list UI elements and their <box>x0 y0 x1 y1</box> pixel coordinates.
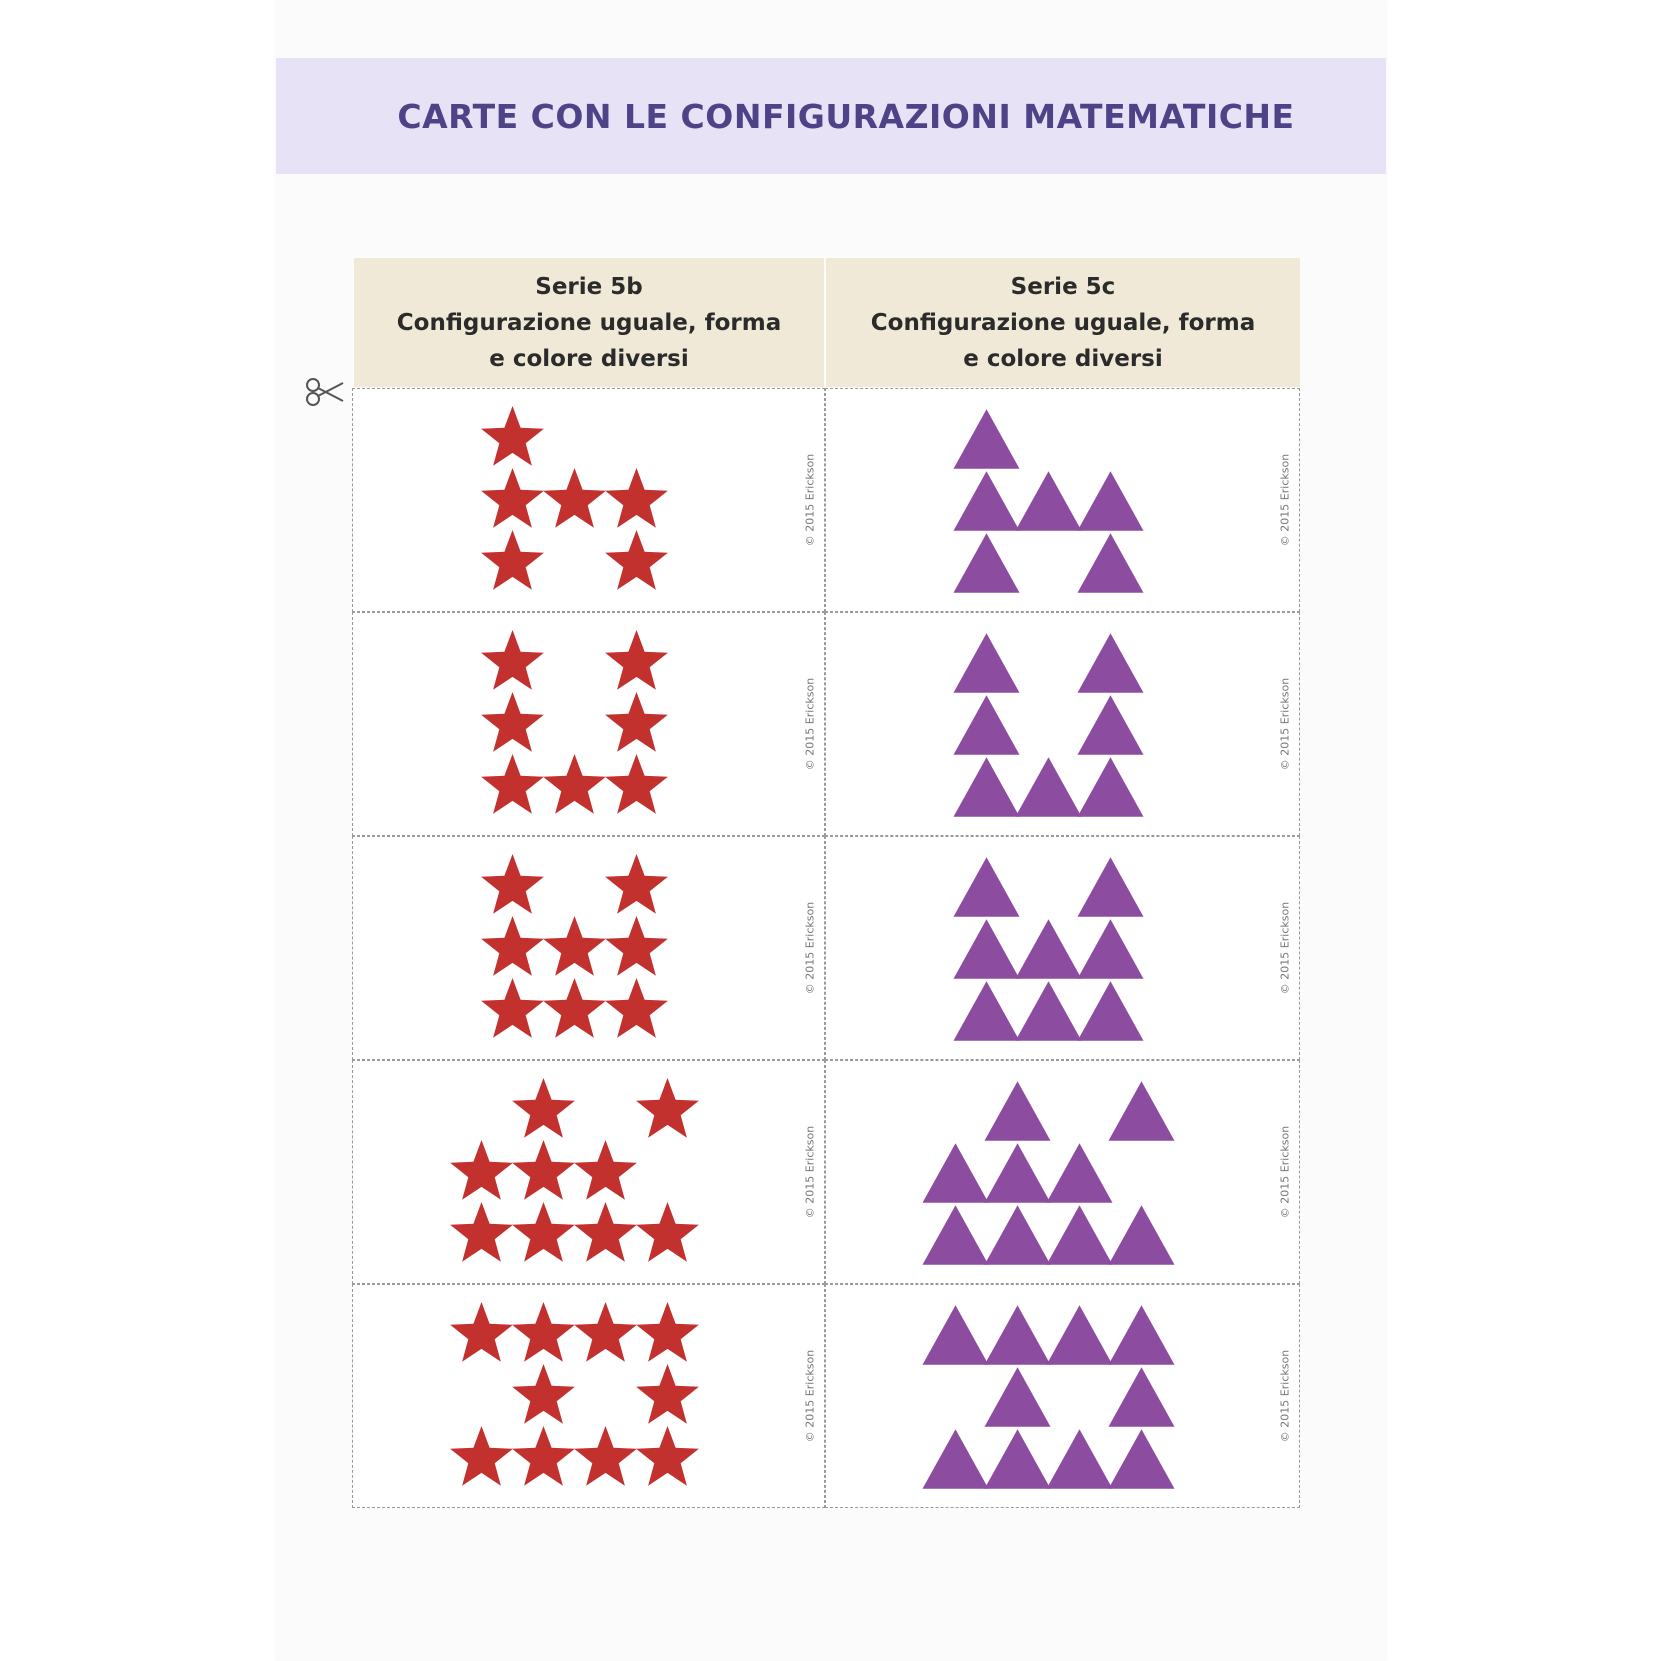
copyright-text: © 2015 Erickson <box>803 453 817 547</box>
triangle-shape <box>1016 471 1082 530</box>
star-shape <box>636 1202 699 1262</box>
triangle-shape <box>985 1081 1051 1140</box>
triangle-shape <box>1016 757 1082 816</box>
triangle-shape <box>954 409 1020 468</box>
triangle-shape <box>1078 471 1144 530</box>
star-shape <box>636 1426 699 1486</box>
copyright-text: © 2015 Erickson <box>803 1349 817 1443</box>
series-label: Serie 5b <box>535 273 643 300</box>
card-figure <box>353 837 826 1061</box>
triangle-shape <box>923 1143 989 1202</box>
scissors-icon <box>305 377 345 407</box>
series-label: Serie 5c <box>1010 273 1116 300</box>
card-star-7 <box>352 612 825 836</box>
star-shape <box>450 1302 513 1362</box>
copyright-text: © 2015 Erickson <box>1278 1349 1292 1443</box>
card-figure <box>826 389 1301 613</box>
card-triangle-10 <box>825 1284 1300 1508</box>
card-figure <box>353 1285 826 1509</box>
card-figure <box>826 837 1301 1061</box>
star-shape <box>481 630 544 690</box>
star-shape <box>605 916 668 976</box>
series-description-line2: e colore diversi <box>963 345 1163 372</box>
copyright-text: © 2015 Erickson <box>1278 1125 1292 1219</box>
star-shape <box>543 468 606 528</box>
triangle-shape <box>923 1305 989 1364</box>
card-figure <box>353 1061 826 1285</box>
triangle-shape <box>1047 1429 1113 1488</box>
triangle-shape <box>1078 695 1144 754</box>
card-triangle-9 <box>825 1060 1300 1284</box>
card-star-10 <box>352 1284 825 1508</box>
card-figure <box>353 389 826 613</box>
column-header-5c <box>826 258 1300 387</box>
star-shape <box>574 1426 637 1486</box>
triangle-shape <box>1109 1081 1175 1140</box>
star-shape <box>481 754 544 814</box>
card-figure <box>826 613 1301 837</box>
star-shape <box>481 978 544 1038</box>
star-shape <box>512 1202 575 1262</box>
star-shape <box>481 692 544 752</box>
card-star-8 <box>352 836 825 1060</box>
triangle-shape <box>1109 1429 1175 1488</box>
star-shape <box>605 978 668 1038</box>
star-shape <box>481 916 544 976</box>
triangle-shape <box>923 1429 989 1488</box>
title-band <box>276 58 1386 174</box>
triangle-shape <box>1109 1367 1175 1426</box>
star-shape <box>574 1202 637 1262</box>
copyright-text: © 2015 Erickson <box>803 901 817 995</box>
copyright-text: © 2015 Erickson <box>1278 453 1292 547</box>
triangle-shape <box>954 857 1020 916</box>
triangle-shape <box>1078 857 1144 916</box>
star-shape <box>605 692 668 752</box>
triangle-shape <box>1047 1143 1113 1202</box>
star-shape <box>605 530 668 590</box>
triangle-shape <box>923 1205 989 1264</box>
star-shape <box>481 468 544 528</box>
star-shape <box>450 1202 513 1262</box>
card-star-9 <box>352 1060 825 1284</box>
series-description-line1: Configurazione uguale, forma <box>870 309 1256 336</box>
star-shape <box>543 916 606 976</box>
triangle-shape <box>1047 1305 1113 1364</box>
card-triangle-6 <box>825 388 1300 612</box>
card-triangle-8 <box>825 836 1300 1060</box>
triangle-shape <box>985 1367 1051 1426</box>
card-figure <box>826 1061 1301 1285</box>
star-shape <box>636 1364 699 1424</box>
star-shape <box>512 1426 575 1486</box>
triangle-shape <box>985 1143 1051 1202</box>
triangle-shape <box>985 1305 1051 1364</box>
triangle-shape <box>1078 633 1144 692</box>
star-shape <box>574 1302 637 1362</box>
triangle-shape <box>1109 1305 1175 1364</box>
triangle-shape <box>1016 919 1082 978</box>
triangle-shape <box>1078 533 1144 592</box>
star-shape <box>605 630 668 690</box>
triangle-shape <box>985 1429 1051 1488</box>
star-shape <box>543 754 606 814</box>
card-star-6 <box>352 388 825 612</box>
card-figure <box>353 613 826 837</box>
copyright-text: © 2015 Erickson <box>803 677 817 771</box>
triangle-shape <box>954 757 1020 816</box>
card-triangle-7 <box>825 612 1300 836</box>
star-shape <box>605 468 668 528</box>
triangle-shape <box>1109 1205 1175 1264</box>
page-title: CARTE CON LE CONFIGURAZIONI MATEMATICHE <box>397 96 1295 136</box>
star-shape <box>481 530 544 590</box>
star-shape <box>450 1140 513 1200</box>
triangle-shape <box>1016 981 1082 1040</box>
copyright-text: © 2015 Erickson <box>1278 901 1292 995</box>
triangle-shape <box>1047 1205 1113 1264</box>
series-description-line1: Configurazione uguale, forma <box>396 309 782 336</box>
triangle-shape <box>1078 981 1144 1040</box>
triangle-shape <box>954 919 1020 978</box>
triangle-shape <box>954 471 1020 530</box>
triangle-shape <box>985 1205 1051 1264</box>
triangle-shape <box>954 633 1020 692</box>
triangle-shape <box>954 695 1020 754</box>
column-header-5b <box>354 258 824 387</box>
star-shape <box>450 1426 513 1486</box>
copyright-text: © 2015 Erickson <box>1278 677 1292 771</box>
star-shape <box>605 754 668 814</box>
star-shape <box>512 1302 575 1362</box>
series-description-line2: e colore diversi <box>489 345 689 372</box>
star-shape <box>636 1302 699 1362</box>
triangle-shape <box>954 981 1020 1040</box>
star-shape <box>512 1078 575 1138</box>
triangle-shape <box>1078 757 1144 816</box>
triangle-shape <box>954 533 1020 592</box>
copyright-text: © 2015 Erickson <box>803 1125 817 1219</box>
star-shape <box>636 1078 699 1138</box>
star-shape <box>481 406 544 466</box>
card-figure <box>826 1285 1301 1509</box>
triangle-shape <box>1078 919 1144 978</box>
star-shape <box>574 1140 637 1200</box>
star-shape <box>512 1364 575 1424</box>
star-shape <box>543 978 606 1038</box>
star-shape <box>605 854 668 914</box>
star-shape <box>481 854 544 914</box>
star-shape <box>512 1140 575 1200</box>
